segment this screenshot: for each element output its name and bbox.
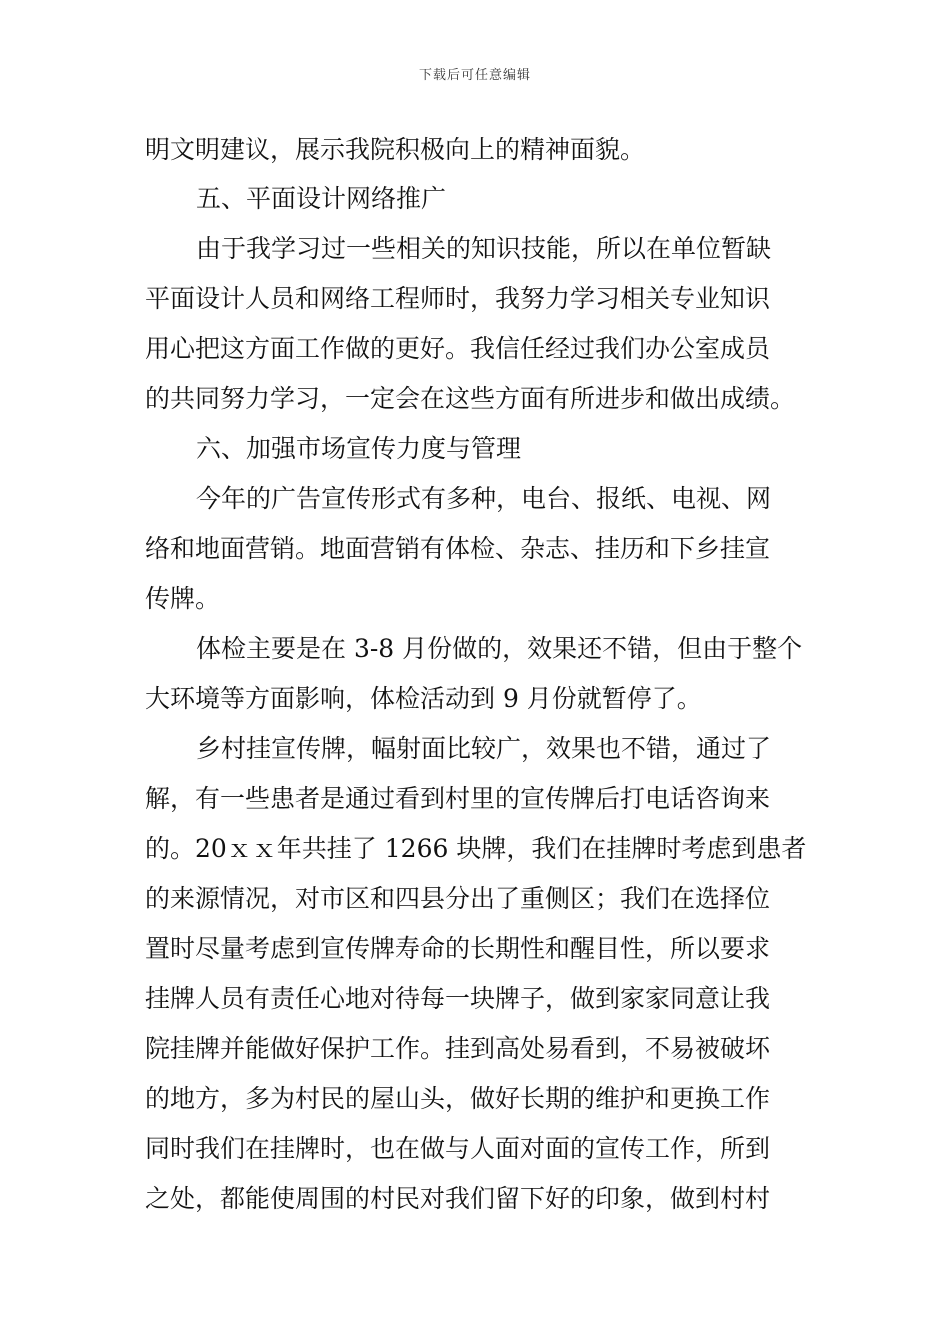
text-line: 平面设计人员和网络工程师时，我努力学习相关专业知识 bbox=[145, 284, 771, 313]
text-line: 的。20ｘｘ年共挂了 1266 块牌，我们在挂牌时考虑到患者 bbox=[145, 834, 807, 863]
text-line: 明文明建议，展示我院积极向上的精神面貌。 bbox=[145, 135, 646, 164]
text-line: 的来源情况，对市区和四县分出了重侧区；我们在选择位 bbox=[145, 884, 771, 913]
text-line: 乡村挂宣传牌，幅射面比较广，效果也不错，通过了 bbox=[196, 734, 772, 763]
page-header: 下载后可任意编辑 bbox=[418, 68, 531, 83]
text-line: 用心把这方面工作做的更好。我信任经过我们办公室成员 bbox=[145, 334, 771, 363]
section-heading: 五、平面设计网络推广 bbox=[196, 184, 447, 213]
text-line: 的地方，多为村民的屋山头，做好长期的维护和更换工作 bbox=[145, 1084, 771, 1113]
text-line: 传牌。 bbox=[145, 584, 221, 613]
text-line: 同时我们在挂牌时，也在做与人面对面的宣传工作，所到 bbox=[145, 1134, 771, 1163]
text-line: 院挂牌并能做好保护工作。挂到高处易看到，不易被破坏 bbox=[145, 1034, 771, 1063]
text-line: 的共同努力学习，一定会在这些方面有所进步和做出成绩。 bbox=[145, 384, 796, 413]
text-line: 今年的广告宣传形式有多种，电台、报纸、电视、网 bbox=[196, 484, 772, 513]
section-heading: 六、加强市场宣传力度与管理 bbox=[196, 434, 522, 463]
text-line: 解，有一些患者是通过看到村里的宣传牌后打电话咨询来 bbox=[145, 784, 771, 813]
text-line: 大环境等方面影响，体检活动到 9 月份就暂停了。 bbox=[145, 684, 702, 713]
text-line: 置时尽量考虑到宣传牌寿命的长期性和醒目性，所以要求 bbox=[145, 934, 771, 963]
text-line: 之处，都能使周围的村民对我们留下好的印象，做到村村 bbox=[145, 1184, 771, 1213]
text-line: 络和地面营销。地面营销有体检、杂志、挂历和下乡挂宣 bbox=[145, 534, 771, 563]
text-line: 体检主要是在 3-8 月份做的，效果还不错，但由于整个 bbox=[196, 634, 803, 663]
text-line: 由于我学习过一些相关的知识技能，所以在单位暂缺 bbox=[196, 234, 772, 263]
text-line: 挂牌人员有责任心地对待每一块牌子，做到家家同意让我 bbox=[145, 984, 771, 1013]
